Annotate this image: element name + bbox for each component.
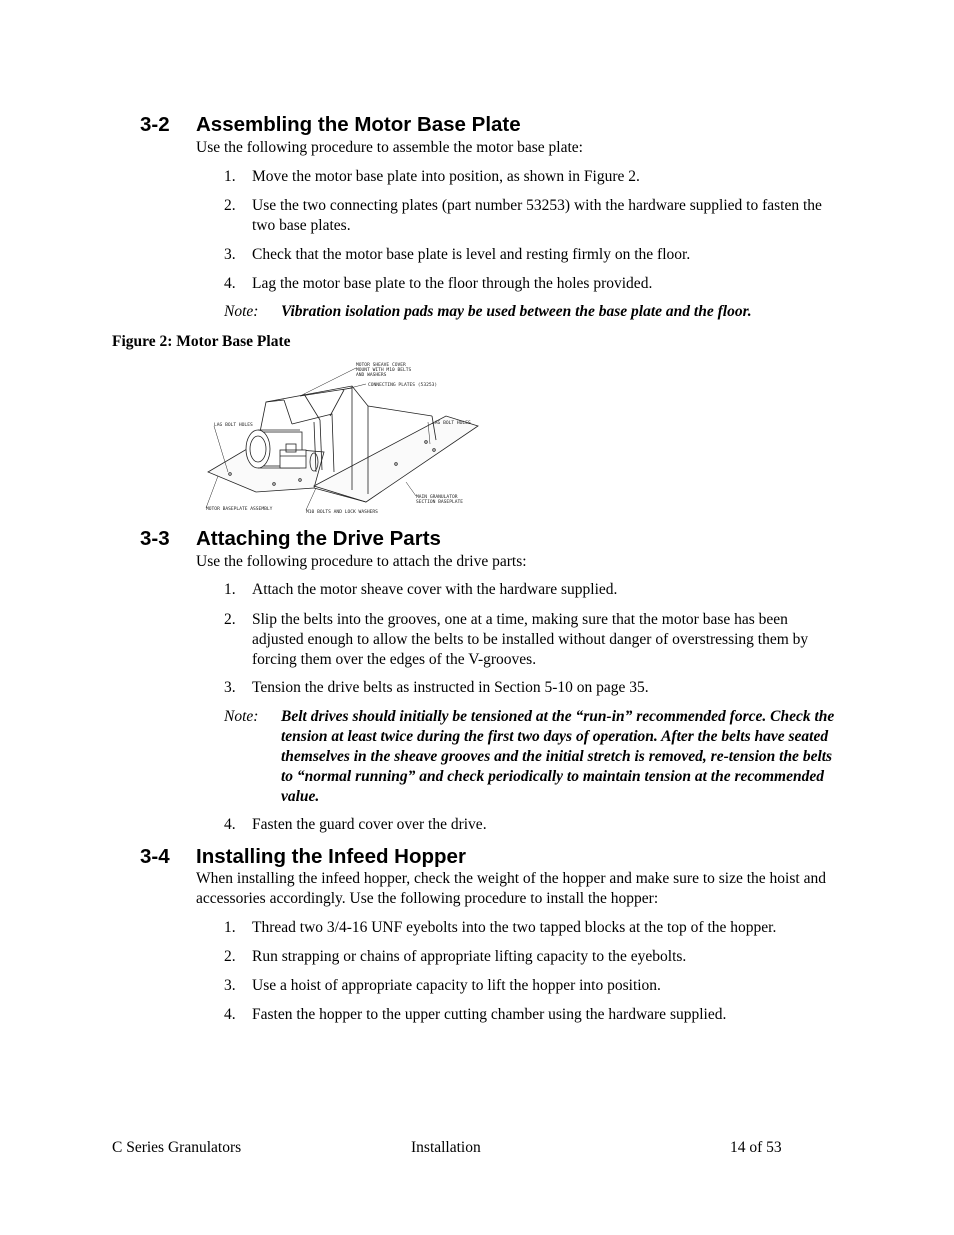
- footer-chapter: Installation: [411, 1139, 481, 1156]
- list-item: [224, 580, 824, 600]
- list-text: Fasten the guard cover over the drive.: [252, 816, 487, 833]
- list-number: 2.: [224, 197, 236, 214]
- section-heading-3-4: [140, 845, 466, 869]
- motor-base-plate-drawing: [196, 360, 482, 516]
- list-item: [224, 274, 824, 294]
- list-number: 1.: [224, 581, 236, 598]
- list-text: Fasten the hopper to the upper cutting chamber using the hardware supplied.: [252, 1006, 727, 1023]
- list-item: [224, 918, 824, 938]
- list-item: [224, 1005, 824, 1025]
- figure-label: CONNECTING PLATES (53253): [368, 383, 438, 388]
- footer-document-title: C Series Granulators: [112, 1139, 242, 1156]
- section-title: Assembling the Motor Base Plate: [196, 113, 521, 136]
- list-number: 2.: [224, 611, 236, 628]
- list-number: 2.: [224, 948, 236, 965]
- list-item: [224, 976, 824, 996]
- list-text: Run strapping or chains of appropriate lifting capacity to the eyebolts.: [252, 948, 687, 965]
- list-text: Attach the motor sheave cover with the hardware supplied.: [252, 581, 618, 598]
- note: [224, 302, 836, 322]
- list-text: Use the two connecting plates (part number 53253) with the hardware supplied to fasten the two base plates.: [252, 197, 822, 234]
- figure-label: MAIN GRANULATOR: [416, 495, 458, 500]
- list-number: 3.: [224, 977, 236, 994]
- list-item: [224, 815, 824, 835]
- note-text: Belt drives should initially be tensioned at the “run-in” recommended force. Check the tension at least twice during the first two days of operation. After the belts have seated themselves in the sheave grooves and the initial stretch is removed, re-tension the belts to “normal running” and check periodically to maintain tension at the recommended value.: [281, 708, 835, 805]
- figure-label: MOTOR BASEPLATE ASSEMBLY: [206, 507, 273, 512]
- section-intro: Use the following procedure to attach the drive parts:: [196, 553, 527, 570]
- list-number: 3.: [224, 246, 236, 263]
- section-number: 3-2: [140, 113, 170, 136]
- list-text: Tension the drive belts as instructed in Section 5-10 on page 35.: [252, 679, 649, 696]
- footer-page-number: 14 of 53: [730, 1139, 782, 1156]
- list-item: [224, 167, 824, 187]
- figure-label: MOUNT WITH M10 BELTS: [356, 368, 412, 373]
- motor-base-plate-figure: [196, 360, 482, 516]
- list-number: 4.: [224, 1006, 236, 1023]
- list-item: [224, 610, 824, 670]
- note-label: Note:: [224, 708, 259, 725]
- section-intro: When installing the infeed hopper, check the weight of the hopper and make sure to size the hoist and accessories accordingly. Use the following procedure to install the hopper:: [196, 870, 826, 907]
- figure-label: LAG BOLT HOLES: [214, 423, 253, 428]
- list-text: Lag the motor base plate to the floor through the holes provided.: [252, 275, 653, 292]
- list-item: [224, 196, 824, 236]
- list-number: 1.: [224, 919, 236, 936]
- figure-label: LAG BOLT HOLES: [432, 421, 471, 426]
- list-item: [224, 245, 824, 265]
- list-text: Use a hoist of appropriate capacity to lift the hopper into position.: [252, 977, 661, 994]
- figure-label: SECTION BASEPLATE: [416, 500, 464, 505]
- list-item: [224, 947, 824, 967]
- list-text: Slip the belts into the grooves, one at a time, making sure that the motor base has been adjusted enough to allow the belts to be installed without danger of overstressing them by forcing them over the edges of the V-grooves.: [252, 611, 809, 668]
- list-number: 3.: [224, 679, 236, 696]
- note: [224, 707, 836, 807]
- section-title: Attaching the Drive Parts: [196, 527, 441, 550]
- list-item: [224, 678, 824, 698]
- list-text: Thread two 3/4-16 UNF eyebolts into the two tapped blocks at the top of the hopper.: [252, 919, 777, 936]
- list-number: 4.: [224, 275, 236, 292]
- list-text: Move the motor base plate into position, as shown in Figure 2.: [252, 168, 640, 185]
- section-heading-3-3: [140, 527, 441, 551]
- figure-label: M10 BOLTS AND LOCK WASHERS: [306, 510, 378, 515]
- figure-label: AND WASHERS: [356, 373, 387, 378]
- section-number: 3-3: [140, 527, 170, 550]
- list-number: 1.: [224, 168, 236, 185]
- section-intro: Use the following procedure to assemble the motor base plate:: [196, 139, 583, 156]
- list-number: 4.: [224, 816, 236, 833]
- figure-caption: Figure 2: Motor Base Plate: [112, 333, 291, 350]
- note-label: Note:: [224, 303, 259, 320]
- section-number: 3-4: [140, 845, 170, 868]
- figure-label: MOTOR SHEAVE COVER: [356, 363, 406, 368]
- section-title: Installing the Infeed Hopper: [196, 845, 466, 868]
- list-text: Check that the motor base plate is level and resting firmly on the floor.: [252, 246, 691, 263]
- note-text: Vibration isolation pads may be used between the base plate and the floor.: [281, 303, 752, 320]
- section-heading-3-2: [140, 113, 521, 137]
